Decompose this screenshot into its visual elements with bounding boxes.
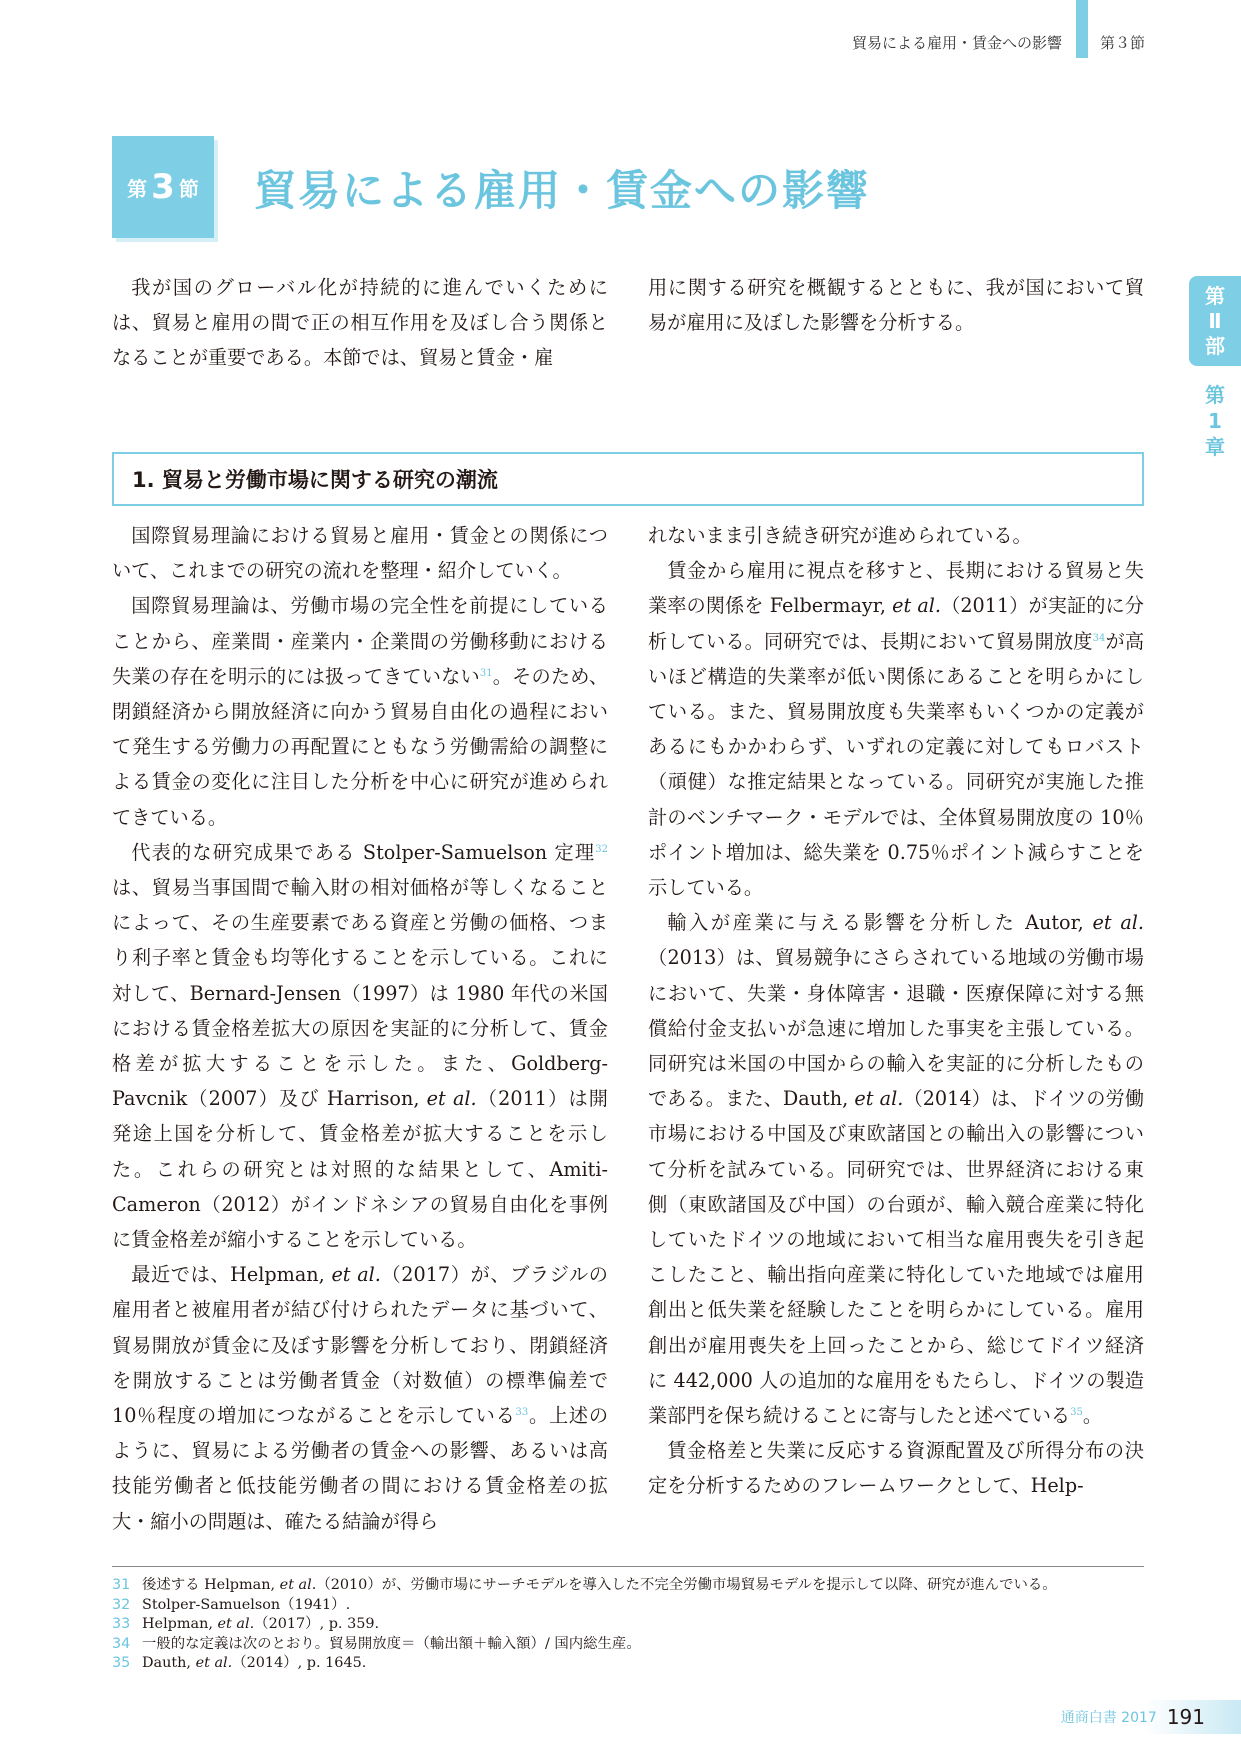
section-number-badge	[112, 136, 214, 238]
intro-left-column	[112, 270, 608, 376]
footnote: 33 Helpman, et al.（2017）, p. 359.	[112, 1616, 380, 1633]
body-paragraph: 最近では、Helpman, et al.（2017）が、ブラジルの雇用者と被雇用者が結び付けられたデータに基づいて、貿易開放が賃金に及ぼす影響を分析しており、閉鎖経済を開放することは労働者賃金（対数値）の標準偏差で 10％程度の増加につながることを示している$^{33}$。上述のように、貿易による労働者の賃金への影響、あるいは高技能労働者と低技能労働者の間における賃金格差の拡大・縮小の問題は、確たる結論が得ら	[112, 1263, 609, 1533]
body-left-column	[112, 518, 608, 1539]
footnote: 32 Stolper-Samuelson（1941）.	[112, 1596, 351, 1613]
footnote-ref[interactable]: 34	[1092, 632, 1106, 644]
footnote: 34 一般的な定義は次のとおり。貿易開放度＝（輸出額＋輸入額）/ 国内総生産。	[112, 1635, 641, 1652]
body-right-column	[648, 518, 1144, 1504]
section-number: 3	[151, 167, 175, 207]
chapter-tab-char: 章	[1205, 435, 1225, 459]
footnote: 31 後述する Helpman, et al.（2010）が、労働市場にサーチモデルを導入した不完全労働市場貿易モデルを提示して以降、研究が進んでいる。	[112, 1577, 1057, 1593]
footnote-ref[interactable]: 35	[1070, 1407, 1083, 1419]
chapter-tab	[1201, 382, 1229, 460]
intro-right-column	[648, 270, 1144, 340]
subheading: 1. 貿易と労働市場に関する研究の潮流	[112, 452, 1144, 506]
running-header-bar	[1076, 0, 1088, 58]
running-header-title: 貿易による雇用・賃金への影響	[851, 34, 1062, 52]
footnote-ref[interactable]: 33	[515, 1407, 529, 1419]
section-suffix: 節	[178, 176, 199, 201]
intro-paragraph: 我が国のグローバル化が持続的に進んでいくためには、貿易と雇用の間で正の相互作用を及ぼし合う関係となることが重要である。本節では、貿易と賃金・雇	[112, 276, 608, 370]
part-tab-char: Ⅱ	[1208, 308, 1222, 333]
part-tab	[1189, 276, 1241, 366]
footnote: 35 Dauth, et al.（2014）, p. 1645.	[112, 1655, 367, 1672]
body-paragraph: 賃金格差と失業に反応する資源配置及び所得分布の決定を分析するためのフレームワークとして、Help-	[648, 1439, 1144, 1498]
page-number: 191	[1166, 1705, 1205, 1729]
section-prefix: 第	[127, 176, 148, 201]
body-paragraph: 国際貿易理論は、労働市場の完全性を前提にしていることから、産業間・産業内・企業間の労働移動における失業の存在を明示的には扱ってきていない$^{31}$。そのため、閉鎖経済から開放経済に向かう貿易自由化の過程において発生する労働力の再配置にともなう労働需給の調整による賃金の変化に注目した分析を中心に研究が進められてきている。	[112, 594, 609, 829]
footnotes	[112, 1576, 1152, 1674]
page-title: 貿易による雇用・賃金への影響	[254, 166, 871, 215]
body-paragraph: 賃金から雇用に視点を移すと、長期における貿易と失業率の関係を Felbermayr, et al.（2011）が実証的に分析している。同研究では、長期において貿易開放度$^{34}$が高いほど構造的失業率が低い関係にあることを明らかにしている。また、貿易開放度も失業率もいくつかの定義があるにもかかわらず、いずれの定義に対してもロバスト（頑健）な推定結果となっている。同研究が実施した推計のベンチマーク・モデルでは、全体貿易開放度の 10％ポイント増加は、総失業を 0.75％ポイント減らすことを示している。	[648, 559, 1145, 900]
intro-paragraph-continued: 用に関する研究を概観するとともに、我が国において貿易が雇用に及ぼした影響を分析する。	[648, 276, 1144, 335]
chapter-tab-char: 第	[1205, 383, 1225, 407]
body-paragraph-continued: れないまま引き続き研究が進められている。	[648, 524, 1032, 547]
chapter-tab-char: 1	[1208, 409, 1222, 433]
part-tab-char: 第	[1205, 283, 1225, 308]
body-paragraph: 代表的な研究成果である Stolper-Samuelson 定理$^{32}$は、貿易当事国間で輸入財の相対価格が等しくなることによって、その生産要素である資産と労働の価格、つまり利子率と賃金も均等化することを示している。これに対して、Bernard-Jensen（1997）は 1980 年代の米国における賃金格差拡大の原因を実証的に分析して、賃金格差が拡大することを示した。また、Goldberg-Pavcnik（2007）及び Harrison, et al.（2011）は開発途上国を分析して、賃金格差が拡大することを示した。これらの研究とは対照的な結果として、Amiti-Cameron（2012）がインドネシアの貿易自由化を事例に賃金格差が縮小することを示している。	[112, 840, 608, 1252]
footnote-divider	[112, 1566, 1144, 1567]
part-tab-char: 部	[1205, 333, 1225, 358]
publication-name: 通商白書 2017	[1060, 1710, 1157, 1726]
running-header	[852, 28, 1145, 58]
footnote-ref[interactable]: 31	[479, 667, 493, 679]
body-paragraph: 輸入が産業に与える影響を分析した Autor, et al.（2013）は、貿易競争にさらされている地域の労働市場において、失業・身体障害・退職・医療保障に対する無償給付金支払いが急速に増加した事実を主張している。同研究は米国の中国からの輸入を実証的に分析したものである。また、Dauth, et al.（2014）は、ドイツの労働市場における中国及び東欧諸国との輸出入の影響について分析を試みている。同研究では、世界経済における東側（東欧諸国及び中国）の台頭が、輸入競合産業に特化していたドイツの地域において相当な雇用喪失を引き起こしたこと、輸出指向産業に特化していた地域では雇用創出と低失業を経験したことを明らかにしている。雇用創出が雇用喪失を上回ったことから、総じてドイツ経済に 442,000 人の追加的な雇用をもたらし、ドイツの製造業部門を保ち続けることに寄与したと述べている$^{35}$。	[648, 911, 1145, 1428]
body-paragraph: 国際貿易理論における貿易と雇用・賃金との関係について、これまでの研究の流れを整理・紹介していく。	[112, 524, 608, 583]
page-footer	[1001, 1700, 1241, 1734]
footnote-ref[interactable]: 32	[595, 843, 608, 855]
running-header-section: 第３節	[1099, 34, 1145, 52]
